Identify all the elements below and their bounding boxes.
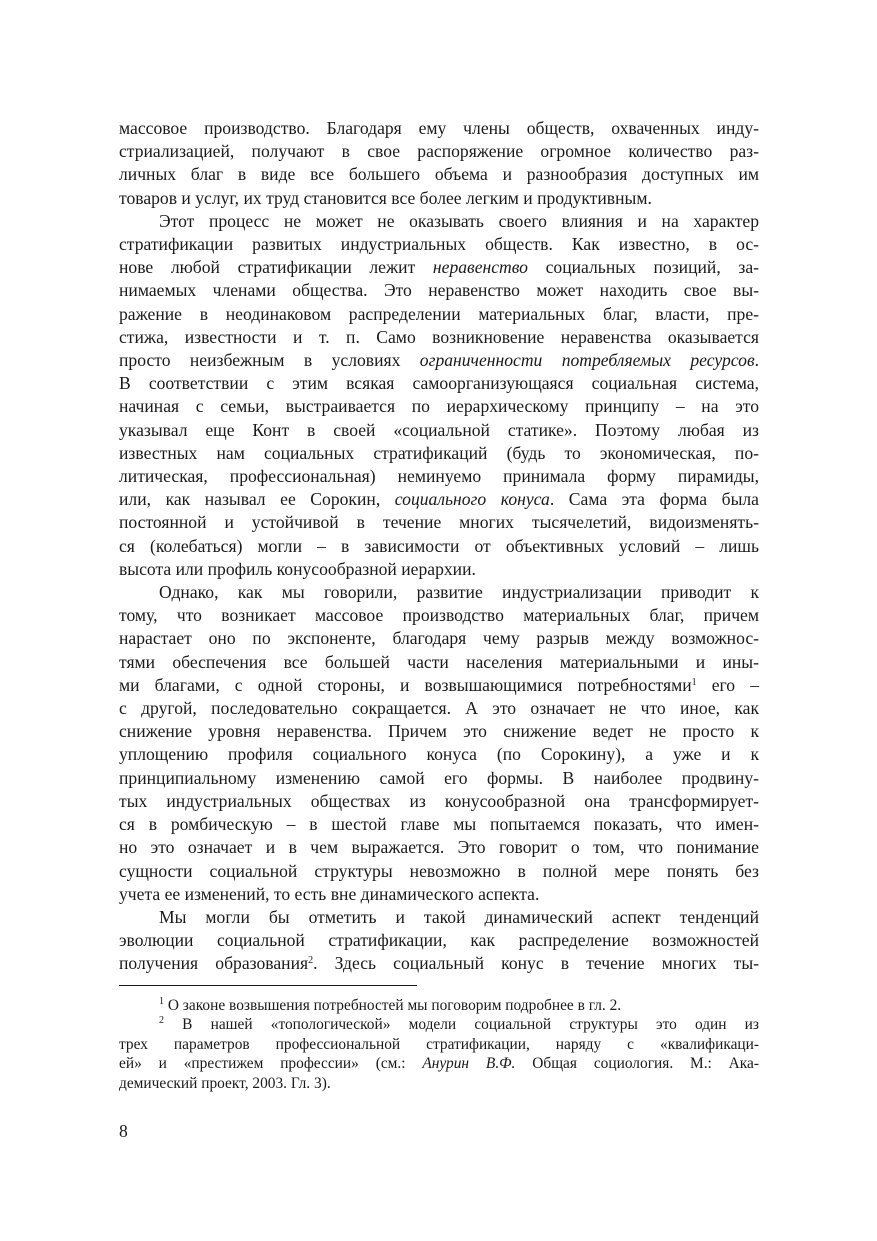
page-number: 8 [119,1121,128,1141]
text-run: стриализацией, получают в свое распоряжение огромное количество раз- [119,141,759,162]
footnote [119,996,759,1015]
text-line [119,883,759,906]
footnote-line [119,1054,759,1073]
footnote-ref: 1 [691,676,697,688]
text-line [119,279,759,302]
text-line [119,627,759,650]
text-run: Однако, как мы говорили, развитие индустриализации приводит к [159,582,759,603]
text-line [119,395,759,418]
text-line [119,604,759,627]
footnote-line [119,996,759,1015]
text-run: снижение уровня неравенства. Причем это снижение ведет не просто к [119,721,759,742]
italic-text: Анурин В.Ф. [422,1055,516,1073]
text-line [119,743,759,766]
italic-text: неравенство [432,257,528,278]
text-run: ей» и «престижем профессии» (см.: [119,1055,423,1073]
text-line [119,488,759,511]
text-run: . [754,350,759,371]
text-line [119,860,759,883]
paragraph [119,906,759,976]
text-line [119,767,759,790]
text-run: начиная с семьи, выстраивается по иерархическому принципу – на это [119,396,759,417]
text-line [119,813,759,836]
text-line [119,303,759,326]
text-line [119,117,759,140]
text-run: известных нам социальных стратификаций (будь то экономическая, по- [119,442,759,463]
text-run: стратификации развитых индустриальных обществ. Как известно, в ос- [119,234,759,255]
text-run: массовое производство. Благодаря ему члены обществ, охваченных инду- [119,118,759,138]
footnote-ref: 2 [308,955,314,967]
text-run: просто неизбежным в условиях [119,350,420,371]
text-run: но это означает и в чем выражается. Это говорит о том, что понимание [119,837,759,858]
text-run: В соответствии с этим всякая самоорганизующаяся социальная система, [119,373,759,394]
paragraph [119,117,759,210]
text-line [119,720,759,743]
text-run: учета ее изменений, то есть вне динамического аспекта. [119,883,540,904]
text-run: указывал еще Конт в своей «социальной статике». Поэтому любая из [119,419,759,440]
text-run: с другой, последовательно сокращается. А это означает не что иное, как [119,698,759,719]
text-run: сущности социальной структуры невозможно в полной мере понять без [119,860,759,881]
footnote-line [119,1074,759,1093]
text-run: высота или профиль конусообразной иерархии. [119,558,476,579]
text-run: его – [696,674,759,695]
footnote-ref: 2 [159,1015,164,1027]
footnote-ref: 1 [159,996,164,1007]
text-line [119,163,759,186]
text-run: или, как называл ее Сорокин, [119,489,395,510]
text-run: принципиальному изменению самой его формы. В наиболее продвину- [119,767,759,788]
text-line [119,651,759,674]
text-line [119,558,759,581]
text-line [119,836,759,859]
text-run: ми благами, с одной стороны, и возвышающимися потребностями [119,674,692,695]
text-run: литическая, профессиональная) неминуемо принимала форму пирамиды, [119,466,759,487]
text-run: Этот процесс не может не оказывать своего влияния и на характер [159,210,759,231]
text-run: демический проект, 2003. Гл. 3). [119,1074,331,1092]
paragraph [119,581,759,906]
text-run: тому, что возникает массовое производство материальных благ, причем [119,605,759,626]
text-run: товаров и услуг, их труд становится все более легким и продуктивным. [119,187,652,208]
italic-text: социального конуса [394,489,550,510]
text-line [119,790,759,813]
text-run: ся (колебаться) могли – в зависимости от объективных условий – лишь [119,535,759,556]
text-run: нимаемых членами общества. Это неравенство может находить свое вы- [119,280,759,301]
text-run: Общая социология. М.: Ака- [515,1055,759,1073]
italic-text: ограниченности потребляемых ресурсов [419,350,755,371]
text-line [119,256,759,279]
text-run: В нашей «топологической» модели социальной структуры это один из [164,1016,759,1034]
text-line [119,511,759,534]
footnotes [119,996,759,1093]
text-line [119,326,759,349]
text-run: уплощению профиля социального конуса (по Сорокину), а уже и к [119,744,759,765]
text-run: стижа, известности и т. п. Само возникновение неравенства оказывается [119,326,759,347]
paragraph [119,210,759,581]
text-line [119,674,759,697]
text-run: ся в ромбическую – в шестой главе мы попытаемся показать, что имен- [119,814,759,835]
text-run: тями обеспечения все большей части населения материальными и ины- [119,651,759,672]
text-line [119,929,759,952]
text-line [119,535,759,558]
text-line [119,349,759,372]
text-line [119,442,759,465]
text-line [119,140,759,163]
footnote-divider [119,985,417,986]
text-line [119,419,759,442]
text-line [119,233,759,256]
text-run: социальных позиций, за- [527,257,760,278]
text-run: . Сама эта форма была [549,489,759,510]
text-run: ражение в неодинаковом распределении материальных благ, власти, пре- [119,303,759,324]
text-line [119,372,759,395]
main-text [119,117,759,976]
text-line [119,465,759,488]
footnote-line [119,1035,759,1054]
text-run: . Здесь социальный конус в течение многих ты- [313,953,760,974]
text-run: постоянной и устойчивой в течение многих тысячелетий, видоизменять- [119,512,759,533]
text-line [119,906,759,929]
footnote-line [119,1015,759,1034]
text-run: нове любой стратификации лежит [119,257,433,278]
text-line [119,697,759,720]
text-line [119,187,759,210]
text-line [119,952,759,975]
text-run: эволюции социальной стратификации, как распределение возможностей [119,930,759,951]
text-run: тых индустриальных обществах из конусообразной она трансформирует- [119,790,759,811]
text-run: личных благ в виде все большего объема и разнообразия доступных им [119,164,759,185]
text-run: трех параметров профессиональной стратификации, наряду с «квалификаци- [119,1035,759,1053]
text-line [119,210,759,233]
text-run: Мы могли бы отметить и такой динамический аспект тенденций [159,906,759,927]
text-run: О законе возвышения потребностей мы поговорим подробнее в гл. 2. [164,997,622,1014]
text-line [119,581,759,604]
text-run: нарастает оно по экспоненте, благодаря чему разрыв между возможнос- [119,628,759,649]
footnote [119,1015,759,1093]
text-run: получения образования [119,953,309,974]
